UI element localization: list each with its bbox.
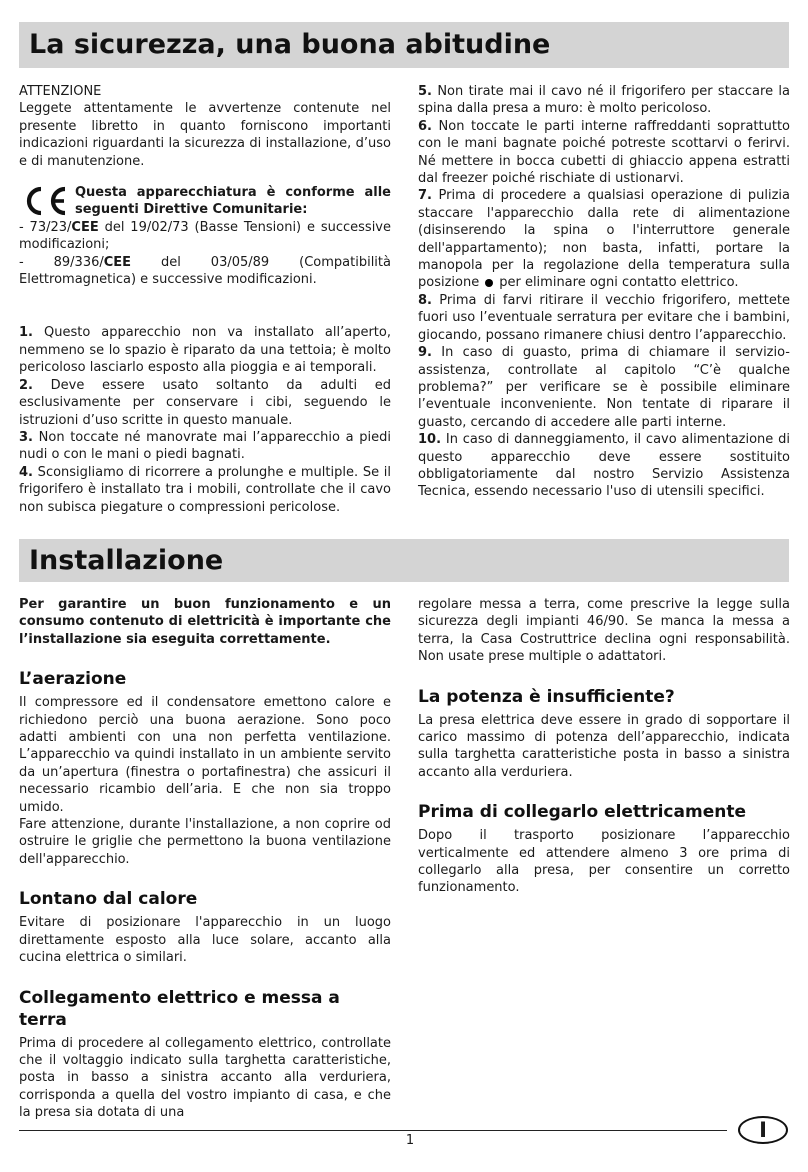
footer-divider <box>19 1130 727 1131</box>
safety-item-5 <box>418 83 790 118</box>
item-number: 3. <box>19 429 33 445</box>
directive-1 <box>19 219 391 254</box>
item-text: Prima di farvi ritirare il vecchio frigorifero, mettete fuori uso l’eventuale serratura per evitare che i bambini, giocando, possano rimanere chiusi dentro l’apparecchio. <box>418 292 790 343</box>
item-text: Sconsigliamo di ricorrere a prolunghe e multiple. Se il frigorifero è installato tra i mobili, controllate che il cavo non subisca piegature o compressioni pericolose. <box>19 464 391 515</box>
safety-item-7 <box>418 187 790 291</box>
aerazione-paragraph-1: Il compressore ed il condensatore emettono calore e richiedono perciò una buona aerazione. Sono poco adatti ambienti con una non perfetta ventilazione. L’apparecchio va quindi installato in un ambiente servito da un’apertura (finestra o portafinestra) che assicuri il necessario ricambio dell’aria. E che non sia troppo umido. <box>19 695 391 815</box>
item-text: Deve essere usato soltanto da adulti ed esclusivamente per conservare i cibi, seguendo le istruzioni d’uso scritte in questo manuale. <box>19 377 391 428</box>
directive-2-text: del 03/05/89 (Compatibilità Elettromagnetica) e successive modificazioni. <box>19 254 391 288</box>
item-text: Questo apparecchio non va installato all’aperto, nemmeno se lo spazio è riparato da una tettoia; è molto pericoloso lasciarlo esposto alla pioggia e ai temporali. <box>19 325 391 376</box>
item-text: Non tirate mai il cavo né il frigorifero per staccare la spina dalla presa a muro: è molto pericoloso. <box>418 84 790 117</box>
potenza-paragraph: La presa elettrica deve essere in grado di sopportare il carico massimo di potenza dell’apparecchio, indicata sulla targhetta caratteristiche posta in basso a sinistra accanto alla verduriera. <box>418 712 790 780</box>
aerazione-paragraph-2: Fare attenzione, durante l'installazione, a non coprire od ostruire le griglie che permettono la buona ventilazione dell'apparecchio. <box>19 817 391 867</box>
section-title-installazione: Installazione <box>19 539 789 582</box>
collegamento-paragraph-continued: regolare messa a terra, come prescrive la legge sulla sicurezza degli impianti 46/90. Se manca la messa a terra, la Casa Costruttrice declina ogni responsabilità. Non usate prese multiple o adattatori. <box>418 597 790 665</box>
safety-item-2 <box>19 377 391 429</box>
item-number: 7. <box>418 188 432 204</box>
directive-1-cee: CEE <box>71 219 99 235</box>
directive-1-text: del 19/02/73 (Basse Tensioni) e successive modificazioni; <box>19 219 391 253</box>
attenzione-label: ATTENZIONE <box>19 84 102 99</box>
language-badge: I <box>738 1116 788 1144</box>
ce-conformity-block <box>19 184 391 288</box>
item-text: Non toccate le parti interne raffreddanti soprattutto con le mani bagnate poiché potreste scottarvi o ferirvi. Né mettere in bocca cubetti di ghiaccio appena estratti dal freezer poiché rischiate di ustionarvi. <box>418 118 790 187</box>
safety-item-1 <box>19 324 391 376</box>
item-text: Non toccate né manovrate mai l’apparecchio a piedi nudi o con le mani o piedi bagnati. <box>19 429 391 463</box>
item-number: 8. <box>418 292 432 308</box>
heading-collegamento: Collegamento elettrico e messa a terra <box>19 987 340 1030</box>
heading-lontano-dal-calore: Lontano dal calore <box>19 889 198 910</box>
heading-prima-di-collegarlo: Prima di collegarlo elettricamente <box>418 802 746 823</box>
directive-2 <box>19 254 391 289</box>
sicurezza-left-column <box>19 83 391 516</box>
directive-2-cee: CEE <box>103 254 132 270</box>
prima-paragraph: Dopo il trasporto posizionare l’apparecchio verticalmente ed attendere almeno 3 ore prima di collegarlo alla presa, per consentire un corretto funzionamento. <box>418 828 790 896</box>
item-text: In caso di guasto, prima di chiamare il servizio-assistenza, controllate al capitolo “C’è qualche problema?” per verificare se è possibile eliminare l’eventuale inconveniente. Non tentate di riparare il guasto, cercando di accedere alle parti interne. <box>418 345 790 430</box>
item-number: 1. <box>19 325 33 341</box>
ce-mark-icon <box>21 186 69 216</box>
item-number: 6. <box>418 118 432 134</box>
ce-heading: Questa apparecchiatura è conforme alle seguenti Direttive Comunitarie: <box>75 185 391 218</box>
safety-item-3 <box>19 429 391 464</box>
item-number: 5. <box>418 84 432 99</box>
page-number: 1 <box>405 1133 415 1148</box>
installazione-left-column <box>19 596 391 1122</box>
safety-item-8 <box>418 292 790 344</box>
item-text-continued: per eliminare ogni contatto elettrico. <box>499 275 739 291</box>
installazione-right-column <box>418 596 790 897</box>
section-title-sicurezza: La sicurezza, una buona abitudine <box>19 22 789 68</box>
sicurezza-right-column <box>418 83 790 501</box>
item-number: 2. <box>19 377 33 393</box>
heading-potenza: La potenza è insufficiente? <box>418 686 675 707</box>
safety-item-6 <box>418 118 790 188</box>
safety-item-9 <box>418 344 790 431</box>
safety-item-4 <box>19 464 391 516</box>
directive-2-number: - 89/336/ <box>19 254 104 270</box>
safety-item-10 <box>418 431 790 501</box>
installazione-lead: Per garantire un buon funzionamento e un consumo contenuto di elettricità è importante che l’installazione sia eseguita correttamente. <box>19 597 391 647</box>
intro-paragraph: Leggete attentamente le avvertenze contenute nel presente libretto in quanto forniscono importanti indicazioni riguardanti la sicurezza di installazione, d’uso e di manutenzione. <box>19 101 391 169</box>
calore-paragraph: Evitare di posizionare l'apparecchio in un luogo direttamente esposto alla luce solare, accanto alla cucina elettrica o similari. <box>19 915 391 966</box>
heading-aerazione: L’aerazione <box>19 669 127 690</box>
item-number: 10. <box>418 432 442 448</box>
item-number: 4. <box>19 464 33 480</box>
collegamento-paragraph: Prima di procedere al collegamento elettrico, controllate che il voltaggio indicato sulla targhetta caratteristiche, posta in basso a sinistra accanto alla verduriera, corrisponda a quella del vostro impianto di casa, e che la presa sia dotata di una <box>19 1035 391 1121</box>
off-position-dot-icon <box>485 279 493 287</box>
item-text: Prima di procedere a qualsiasi operazione di pulizia staccare l'apparecchio dalla rete di alimentazione (disinserendo la spina o l'interruttore generale dell'appartamento); non basta, infatti, portare la manopola per la regolazione della temperatura sulla posizione <box>418 188 790 291</box>
directive-1-number: - 73/23/ <box>19 219 72 235</box>
item-number: 9. <box>418 345 432 361</box>
item-text: In caso di danneggiamento, il cavo alimentazione di questo apparecchio deve essere sostituito obbligatoriamente dal nostro Servizio Assistenza Tecnica, essendo necessario l'uso di utensili specifici. <box>418 432 790 500</box>
